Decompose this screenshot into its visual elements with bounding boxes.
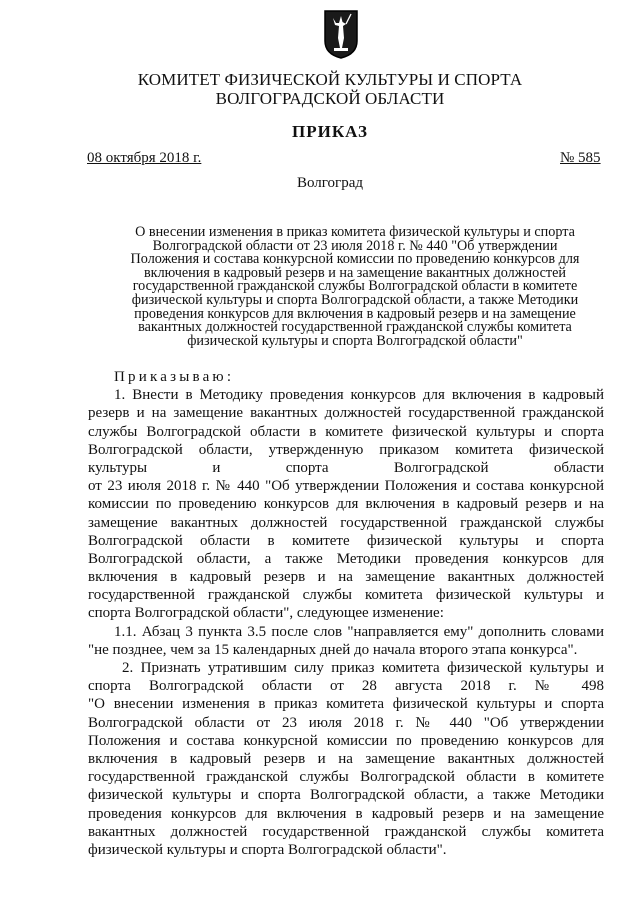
- document-number: № 585: [560, 150, 601, 166]
- subject-line: вакантных должностей государственной гражданской службы комитета: [138, 319, 572, 336]
- committee-name-line1: КОМИТЕТ ФИЗИЧЕСКОЙ КУЛЬТУРЫ И СПОРТА: [137, 70, 523, 89]
- item1-line: культуры и спорта Волгоградской области: [88, 459, 604, 476]
- item2-line: государственной гражданской службы Волгоградской области в комитете: [88, 769, 604, 786]
- document-body: [88, 368, 604, 859]
- committee-name-line2: ВОЛГОГРАДСКОЙ ОБЛАСТИ: [215, 89, 445, 108]
- item2-line: включения в кадровый резерв и на замещение вакантных должностей: [88, 750, 604, 767]
- item2-line: Волгоградской области от 23 июля 2018 г. № 440 "Об утверждении: [88, 714, 604, 731]
- document-date: 08 октября 2018 г.: [87, 150, 202, 166]
- item1-line: резерв и на замещение вакантных должностей государственной гражданской: [88, 405, 604, 422]
- item1-line: Волгоградской области, а также Методики проведения конкурсов для: [88, 550, 604, 567]
- item2-line: физической культуры и спорта Волгоградской области, а также Методики: [88, 787, 604, 804]
- item2-line: проведения конкурсов для включения в кадровый резерв и на замещение: [88, 805, 604, 822]
- item1-line: включения в кадровый резерв и на замещение вакантных должностей: [88, 569, 604, 586]
- item1-line: замещение вакантных должностей государственной гражданской службы: [88, 514, 604, 531]
- subject-line: Волгоградской области от 23 июля 2018 г. № 440 "Об утверждении: [152, 237, 558, 254]
- item1-line: спорта Волгоградской области", следующее изменение:: [88, 605, 444, 622]
- item2-line: Положения и состава конкурсной комиссии по проведению конкурсов для: [88, 732, 604, 749]
- volgograd-emblem-icon: [322, 8, 360, 60]
- item1-line: от 23 июля 2018 г. № 440 "Об утверждении Положения и состава конкурсной: [88, 478, 604, 495]
- document-city: Волгоград: [296, 175, 363, 191]
- item1-1-line: 1.1. Абзац 3 пункта 3.5 после слов "направляется ему" дополнить словами: [114, 623, 604, 640]
- item1-line: комиссии по проведению конкурсов для включения в кадровый резерв и на: [88, 496, 604, 513]
- order-word: Приказываю:: [114, 369, 235, 385]
- item1-1-line: "не позднее, чем за 15 календарных дней до начала второго этапа конкурса".: [88, 641, 578, 658]
- subject-line: физической культуры и спорта Волгоградской области, а также Методики: [131, 291, 579, 308]
- item1-line: Волгоградской области, утвержденную приказом комитета физической: [88, 441, 604, 458]
- subject-line: О внесении изменения в приказ комитета физической культуры и спорта: [135, 224, 575, 240]
- item2-line: спорта Волгоградской области от 28 августа 2018 г. № 498: [88, 678, 604, 695]
- item2-line: 2. Признать утратившим силу приказ комитета физической культуры и: [122, 660, 604, 676]
- document-subject: [107, 226, 603, 348]
- subject-line: Положения и состава конкурсной комиссии по проведению конкурсов для: [130, 251, 580, 268]
- item1-line: государственной гражданской службы комитета физической культуры и: [88, 587, 604, 604]
- document-type-title: ПРИКАЗ: [292, 122, 368, 141]
- item1-line: службы Волгоградской области в комитете физической культуры и спорта: [88, 423, 604, 440]
- subject-line: государственной гражданской службы Волгоградской области в комитете: [132, 278, 578, 295]
- item1-line: Волгоградской области в комитете физической культуры и спорта: [88, 532, 604, 549]
- item2-line: физической культуры и спорта Волгоградской области".: [88, 841, 447, 858]
- item2-line: вакантных должностей государственной гражданской службы комитета: [88, 823, 604, 840]
- item2-line: "О внесении изменения в приказ комитета физической культуры и спорта: [88, 696, 604, 713]
- item1-line: 1. Внести в Методику проведения конкурсов для включения в кадровый: [114, 387, 604, 404]
- subject-line: физической культуры и спорта Волгоградской области": [187, 332, 523, 349]
- subject-line: включения в кадровый резерв и на замещение вакантных должностей: [143, 264, 566, 281]
- subject-line: проведения конкурсов для включения в кадровый резерв и на замещение: [134, 305, 576, 322]
